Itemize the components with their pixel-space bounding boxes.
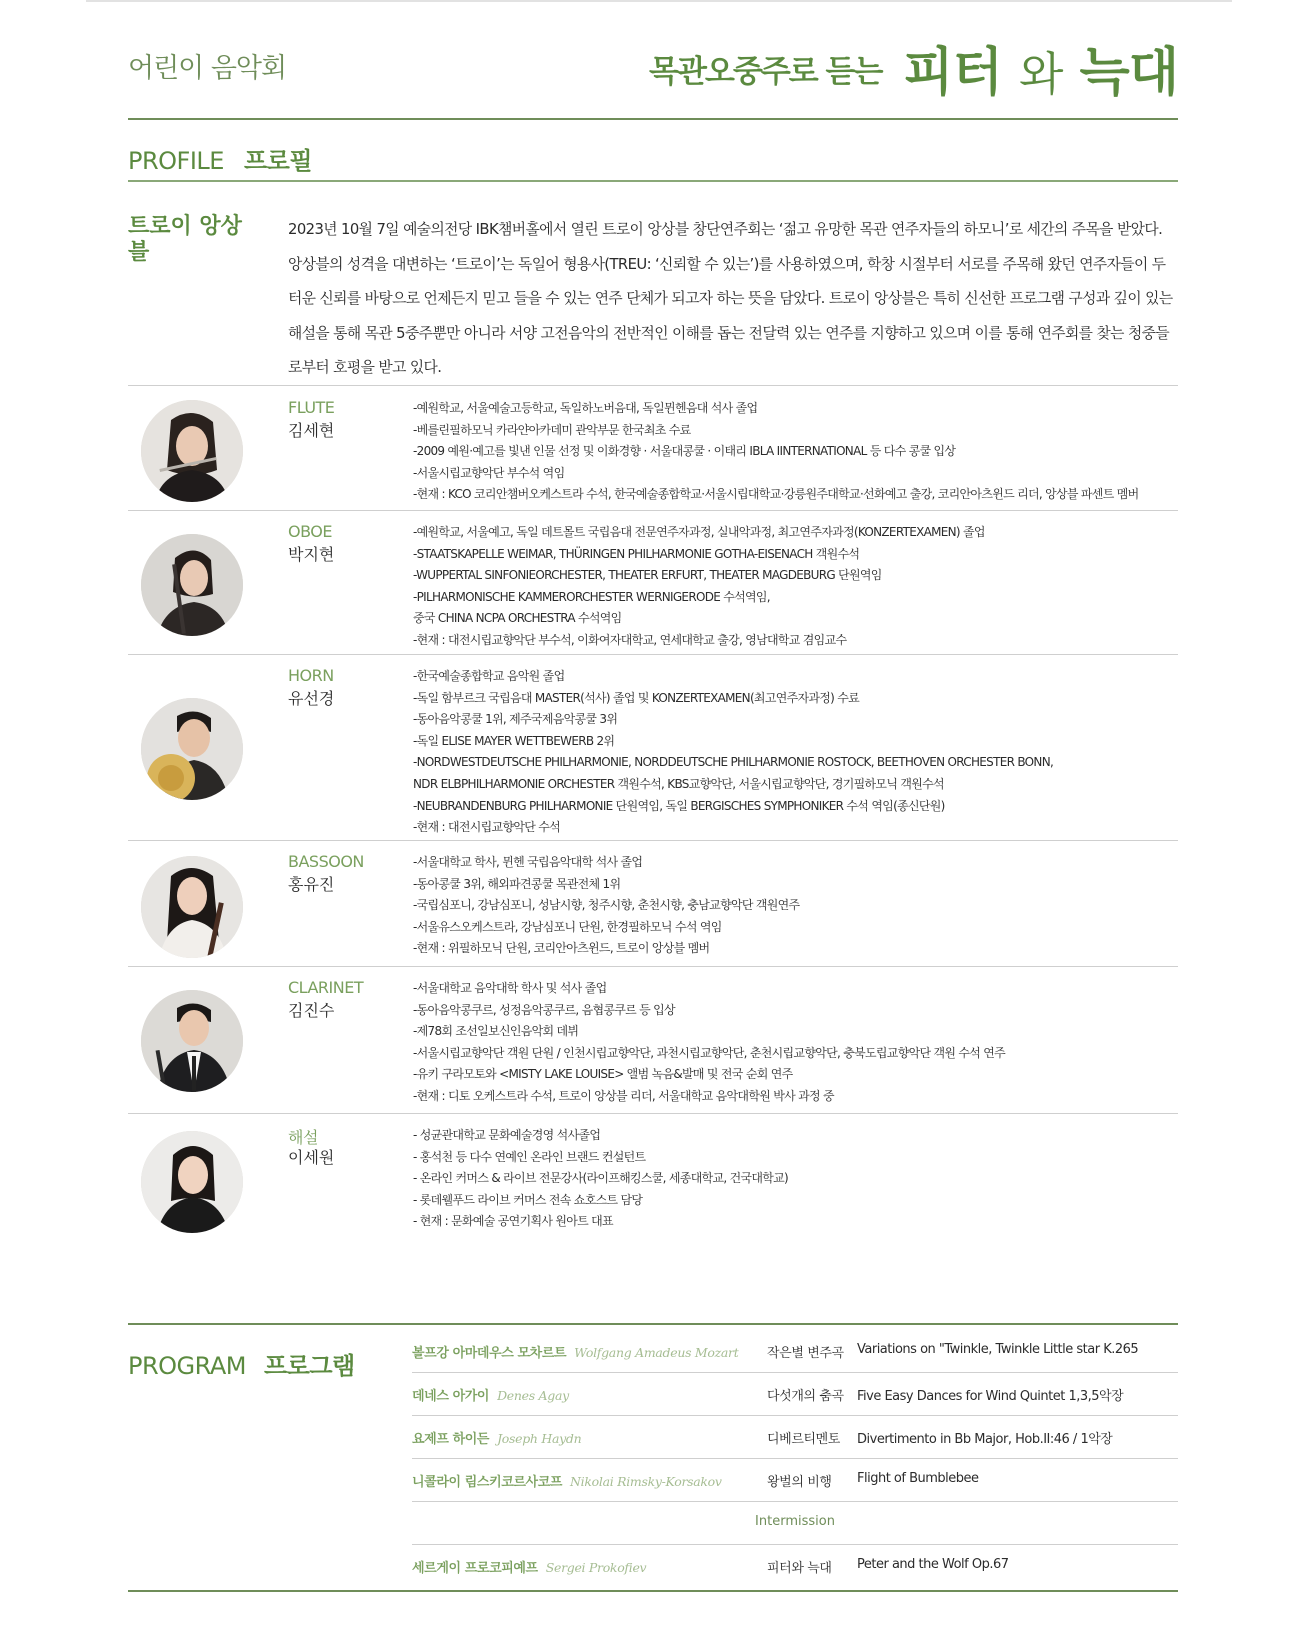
member-instrument: BASSOON [288,852,364,871]
oboe-player-photo [141,534,243,636]
composer-name-ko: 볼프강 아마데우스 모차르트 [412,1346,567,1361]
member-clarinet [128,978,1178,1108]
bio-line: - 현재 : 문화예술 공연기획사 원아트 대표 [413,1214,613,1229]
bio-line: -NEUBRANDENBURG PHILHARMONIE 단원역임, 독일 BERGISCHES SYMPHONIKER 수석 역임(종신단원) [413,798,945,813]
divider [128,385,1178,386]
divider [128,180,1178,182]
divider [128,654,1178,655]
composer [412,1385,569,1404]
program-row [412,1373,1178,1416]
bio-line: -동아음악콩쿠르, 성정음악콩쿠르, 음협콩쿠르 등 입상 [413,1002,675,1017]
member-instrument: OBOE [288,522,332,541]
intermission-label: Intermission [755,1514,835,1529]
divider [128,966,1178,967]
program-row [412,1459,1178,1502]
bio-line: 중국 CHINA NCPA ORCHESTRA 수석역임 [413,611,622,626]
bio-line: -2009 예원·예고를 빛낸 인물 선정 및 이화경향 · 서울대콩쿨 · 이태리 IBLA IINTERNATIONAL 등 다수 콩쿨 입상 [413,444,956,459]
composer-name-en: Joseph Haydn [497,1431,582,1446]
member-horn [128,666,1178,836]
member-flute [128,398,1178,508]
work-title-ko: 디베르티멘토 [767,1432,840,1447]
page-header [128,30,1178,102]
bio-line: -현재 : 대전시립교향악단 부수석, 이화여자대학교, 연세대학교 출강, 영남대학교 겸임교수 [413,632,847,647]
bio-line: -서울대학교 학사, 뮌헨 국립음악대학 석사 졸업 [413,855,643,869]
work-title-en: Five Easy Dances for Wind Quintet 1,3,5악장 [857,1389,1124,1404]
bio-line: -WUPPERTAL SINFONIEORCHESTER, THEATER ERFURT, THEATER MAGDEBURG 단원역임 [413,568,882,583]
member-name: 이세원 [288,1148,335,1167]
member-bio [413,1125,1183,1233]
work-title-ko: 피터와 늑대 [767,1561,832,1576]
bio-line: -현재 : 위필하모닉 단원, 코리안아츠윈드, 트로이 앙상블 멤버 [413,941,710,956]
member-instrument: 해설 [288,1128,318,1147]
member-commentary [128,1125,1178,1245]
ensemble-name: 트로이 앙상블 [128,214,242,265]
bio-line: -국립심포니, 강남심포니, 성남시향, 청주시향, 춘천시향, 충남교향악단 객원연주 [413,898,800,913]
bio-line: - 온라인 커머스 & 라이브 전문강사(라이프해킹스쿨, 세종대학교, 건국대학교) [413,1171,789,1186]
bio-line: -현재 : 대전시립교향악단 수석 [413,820,561,835]
member-name: 김세현 [288,421,335,440]
bio-line: -예원학교, 서울예고, 독일 데트몰트 국립음대 전문연주자과정, 실내악과정, 최고연주자과정(KONZERTEXAMEN) 졸업 [413,525,985,539]
composer-name-en: Denes Agay [497,1388,569,1403]
work-title-en: Variations on "Twinkle, Twinkle Little star K.265 [857,1342,1139,1357]
profile-title-en: PROFILE [128,147,224,175]
bio-line: - 성균관대학교 문화예술경영 석사졸업 [413,1128,601,1142]
divider [128,1323,1178,1325]
bio-line: -독일 ELISE MAYER WETTBEWERB 2위 [413,733,615,748]
horn-player-photo [141,698,243,800]
bio-line: -서울시립교향악단 부수석 역임 [413,465,565,480]
divider [128,1590,1178,1592]
concert-series-label: 어린이 음악회 [128,53,287,84]
member-bio [413,398,1183,506]
profile-section-title [128,141,312,176]
work-title-ko: 작은별 변주곡 [767,1346,844,1361]
concert-title-sub: 목관오중주로 듣는 [649,54,882,90]
work-title-en: Flight of Bumblebee [857,1471,979,1486]
bio-line: -STAATSKAPELLE WEIMAR, THÜRINGEN PHILHARMONIE GOTHA-EISENACH 객원수석 [413,546,860,561]
program-title-ko: 프로그램 [263,1352,355,1380]
divider [128,510,1178,511]
member-name: 김진수 [288,1001,335,1020]
member-bio [413,522,1183,652]
work-title-ko: 다섯개의 춤곡 [767,1389,844,1404]
bio-line: -독일 함부르크 국립음대 MASTER(석사) 졸업 및 KONZERTEXAMEN(최고연주자과정) 수료 [413,690,860,705]
bio-line: -서울시립교향악단 객원 단원 / 인천시립교향악단, 과천시립교향악단, 춘천시립교향악단, 충북도립교향악단 객원 수석 연주 [413,1045,1006,1060]
ensemble-intro: 2023년 10월 7일 예술의전당 IBK챔버홀에서 열린 트로이 앙상블 창단연주회는 ‘젊고 유망한 목관 연주자들의 하모니’로 세간의 주목을 받았다. 앙상블의 성격을 대변하는 ‘트로이’는 독일어 형용사(TREU: ‘신뢰할 수 있는’)를 사용하였으며, 학창 시절부터 서로를 주목해 왔던 연주자들이 두터운 신뢰를 바탕으로 언제든지 믿고 들을 수 있는 연주 단체가 되고자 하는 뜻을 담았다. 트로이 앙상블은 특히 신선한 프로그램 구성과 깊이 있는 해설을 통해 목관 5중주뿐만 아니라 서양 고전음악의 전반적인 이해를 돕는 전달력 있는 연주를 지향하고 있으며 이를 통해 연주회를 찾는 청중들로부터 호평을 받고 있다. [288,221,1173,376]
bio-line: -유키 구라모토와 <MISTY LAKE LOUISE> 앨범 녹음&발매 및 전국 순회 연주 [413,1067,793,1082]
divider [128,1113,1178,1114]
composer [412,1557,646,1576]
composer-name-en: Nikolai Rimsky-Korsakov [570,1474,722,1489]
member-oboe [128,522,1178,650]
top-border [86,0,1232,2]
work-title-ko: 왕벌의 비행 [767,1475,832,1490]
member-name: 홍유진 [288,875,335,894]
bio-line: -현재 : 디토 오케스트라 수석, 트로이 앙상블 리더, 서울대학교 음악대학원 박사 과정 중 [413,1088,834,1103]
bio-line: -NORDWESTDEUTSCHE PHILHARMONIE, NORDDEUTSCHE PHILHARMONIE ROSTOCK, BEETHOVEN ORCHESTER BONN, [413,755,1054,770]
composer-name-ko: 세르게이 프로코피예프 [412,1561,538,1576]
bio-line: - 홍석천 등 다수 연예인 온라인 브랜드 컨설턴트 [413,1149,646,1164]
member-name: 유선경 [288,689,335,708]
divider [128,840,1178,841]
program-title-en: PROGRAM [128,1352,246,1380]
composer-name-en: Sergei Prokofiev [545,1560,647,1575]
bio-line: -한국예술종합학교 음악원 졸업 [413,669,565,683]
bassoon-player-photo [141,856,243,958]
bio-line: - 롯데웰푸드 라이브 커머스 전속 쇼호스트 담당 [413,1192,643,1207]
member-bio [413,852,1183,960]
work-title-en: Peter and the Wolf Op.67 [857,1557,1009,1572]
intermission-row [412,1502,1178,1545]
bio-line: -동아콩쿨 3위, 해외파견콩쿨 목관전체 1위 [413,876,621,891]
bio-line: -서울대학교 음악대학 학사 및 석사 졸업 [413,981,607,995]
program-row [412,1330,1178,1373]
bio-line: -서울유스오케스트라, 강남심포니 단원, 한경필하모닉 수석 역임 [413,919,722,934]
composer [412,1471,722,1490]
program-row [412,1545,1178,1588]
bio-line: -제78회 조선일보신인음악회 데뷔 [413,1024,579,1039]
composer-name-en: Wolfgang Amadeus Mozart [574,1345,739,1360]
member-bio [413,666,1183,839]
composer [412,1428,581,1447]
program-section-title [128,1346,355,1381]
bio-line: -동아음악콩쿨 1위, 제주국제음악콩쿨 3위 [413,712,618,727]
bio-line: -예원학교, 서울예술고등학교, 독일하노버음대, 독일뮌헨음대 석사 졸업 [413,401,758,415]
composer-name-ko: 요제프 하이든 [412,1432,490,1447]
member-instrument: FLUTE [288,398,335,417]
bio-line: NDR ELBPHILHARMONIE ORCHESTER 객원수석, KBS교향악단, 서울시립교향악단, 경기필하모닉 객원수석 [413,776,944,791]
title-word-and: 와 [1018,47,1063,101]
title-word-peter: 피터 [903,43,1002,103]
title-word-wolf: 늑대 [1079,43,1178,103]
concert-title [649,30,1178,105]
bio-line: -PILHARMONISCHE KAMMERORCHESTER WERNIGERODE 수석역임, [413,589,770,604]
member-bio [413,978,1183,1108]
composer-name-ko: 니콜라이 림스키코르사코프 [412,1475,563,1490]
work-title-en: Divertimento in Bb Major, Hob.II:46 / 1악장 [857,1432,1113,1447]
member-name: 박지현 [288,545,335,564]
flute-player-photo [141,400,243,502]
divider [128,118,1178,120]
member-bassoon [128,852,1178,962]
member-instrument: HORN [288,666,334,685]
profile-title-ko: 프로필 [243,147,313,175]
commentator-photo [141,1131,243,1233]
program-row [412,1416,1178,1459]
member-instrument: CLARINET [288,978,364,997]
clarinet-player-photo [141,990,243,1092]
concert-title-main [903,43,1178,103]
composer [412,1342,738,1361]
composer-name-ko: 데네스 아가이 [412,1389,490,1404]
bio-line: -현재 : KCO 코리안챔버오케스트라 수석, 한국예술종합학교·서울시립대학교·강릉원주대학교·선화예고 출강, 코리안아츠윈드 리더, 앙상블 파센트 멤버 [413,487,1139,502]
bio-line: -베를린필하모닉 카라얀아카데미 관악부문 한국최초 수료 [413,422,691,437]
